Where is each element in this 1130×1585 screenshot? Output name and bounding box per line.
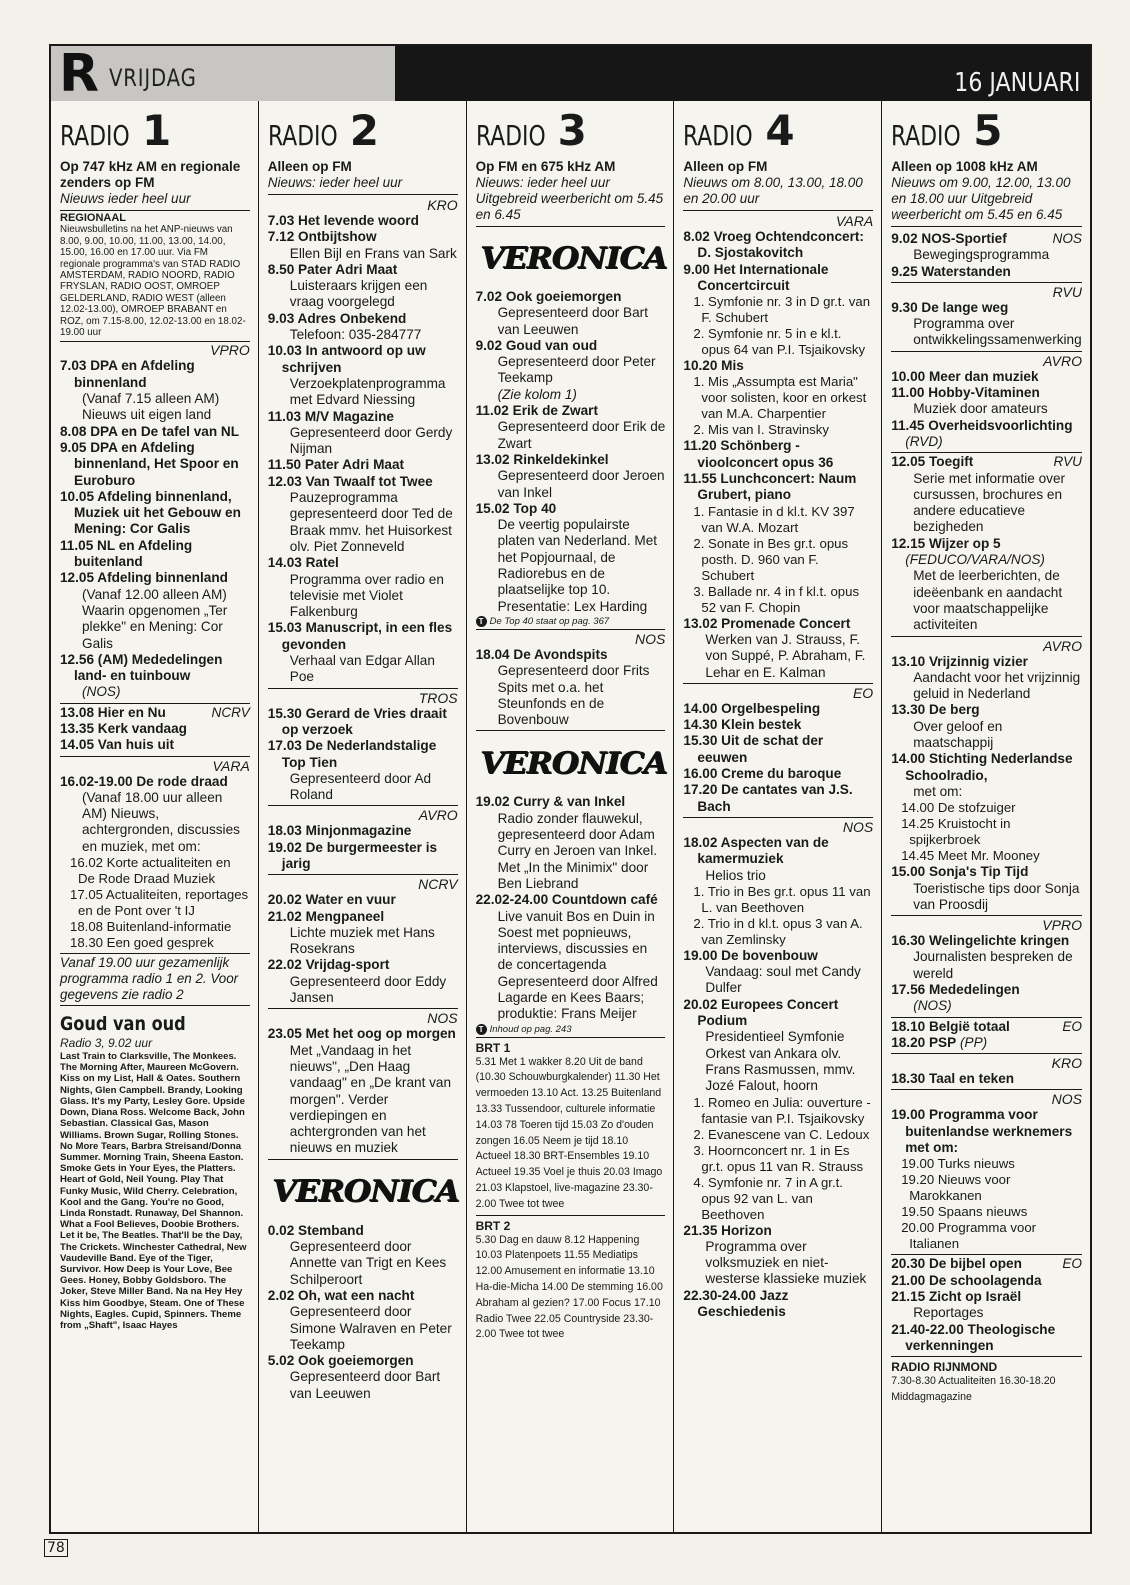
- sub-item: 4. Symfonie nr. 7 in A gr.t. opus 92 van L. van Beethoven: [693, 1174, 843, 1222]
- program-desc: (Vanaf 18.00 uur alleen AM) Nieuws, achtergronden, discussies en muziek, met om:: [82, 789, 240, 854]
- sub-item: 19.50 Spaans nieuws: [901, 1204, 1028, 1220]
- section: [891, 636, 1082, 914]
- program-item: 14.03 Ratel: [267, 555, 339, 571]
- broadcaster-label: VPRO: [210, 342, 250, 359]
- program-desc: Vandaag: soul met Candy Dulfer: [705, 964, 861, 996]
- broadcaster-label: RVU: [1053, 454, 1082, 470]
- rijnmond-schedule: 7.30-8.30 Actualiteiten 16.30-18.20 Middagmagazine: [891, 1375, 1056, 1403]
- program-item: 22.02-24.00 Countdown café: [475, 892, 658, 908]
- section: [891, 1053, 1082, 1087]
- broadcaster-label: AVRO: [1043, 637, 1082, 654]
- sub-item: 1. Mis „Assumpta est Maria" voor solisten, koor en orkest van M.A. Charpentier: [693, 374, 867, 422]
- title-word: RADIO: [475, 119, 546, 152]
- program-item: 9.02 NOS-Sportief NOS: [891, 231, 1082, 246]
- program-desc: Programma over ontwikkelingssamenwerking: [913, 316, 1082, 348]
- section: [268, 688, 458, 804]
- broadcaster-label: EO: [1062, 1018, 1082, 1034]
- program-item: 13.02 Promenade Concert: [683, 615, 851, 631]
- program-item: 21.40-22.00 Theologische verkenningen: [891, 1321, 1056, 1353]
- section: [268, 1008, 458, 1156]
- broadcaster-label: NCRV: [418, 876, 458, 893]
- program-item: 11.05 NL en Afdeling buitenland: [60, 537, 193, 570]
- section: [891, 1089, 1082, 1252]
- program-item: 13.10 Vrijzinnig vizier: [891, 653, 1028, 669]
- column-title: [60, 106, 250, 155]
- program-item: 9.30 De lange weg: [891, 299, 1009, 315]
- brt2-schedule: 5.30 Dag en dauw 8.12 Happening 10.03 Platenpoets 11.55 Mediatips 12.00 Amusement en informatie 13.10 Ha-die-Micha 14.00 De stemming 16.00 Abraham al gezien? 17.00 Focus 17.10 Radio Twee 22.05 Countryside 23.30-2.00 Twee tot twee: [475, 1233, 663, 1341]
- column-title: [475, 106, 666, 155]
- section: [891, 1017, 1082, 1052]
- sub-item: 2. Symfonie nr. 5 in e kl.t. opus 64 van P.I. Tsjaikovsky: [693, 326, 866, 358]
- program-item: 18.02 Aspecten van de kamermuziek: [683, 834, 829, 867]
- section: [891, 452, 1082, 633]
- title-word: RADIO: [60, 119, 130, 152]
- program-item: 16.30 Welingelichte kringen: [891, 933, 1070, 949]
- program-desc: (Vanaf 7.15 alleen AM) Nieuws uit eigen land: [82, 391, 220, 423]
- broadcaster-label: VARA: [212, 757, 250, 774]
- broadcaster-label: EO: [1062, 1256, 1082, 1272]
- program-item: 21.15 Zicht op Israël: [891, 1288, 1022, 1304]
- column-intro: [60, 159, 250, 211]
- program-item: 17.20 De cantates van J.S. Bach: [683, 782, 853, 814]
- sub-item: 1. Symfonie nr. 3 in D gr.t. van F. Schubert: [693, 294, 871, 326]
- program-desc: Live vanuit Bos en Duin in Soest met popnieuws, interviews, discussies en de concertagenda Gepresenteerd door Alfred Lagarde en Kees Baars; produktie: Frans Meijer: [497, 908, 658, 1022]
- program-item: 11.55 Lunchconcert: Naum Grubert, piano: [683, 471, 857, 503]
- veronica-logo: VERONICA: [271, 1174, 459, 1210]
- program-item: 21.02 Mengpaneel: [267, 908, 385, 924]
- column-radio-5: [882, 101, 1090, 1532]
- broadcaster-label: TROS: [418, 689, 458, 706]
- program-item: 18.04 De Avondspits: [475, 646, 608, 662]
- program-desc: Gepresenteerd door Eddy Jansen: [289, 973, 447, 1006]
- sub-item: 19.20 Nieuws voor Marokkanen: [901, 1172, 1011, 1204]
- program-item: 23.05 Met het oog op morgen: [267, 1026, 456, 1042]
- program-item: 22.30-24.00 Jazz Geschiedenis: [683, 1287, 789, 1319]
- program-item: 15.00 Sonja's Tip Tijd: [891, 864, 1029, 880]
- program-item: 9.25 Waterstanden: [891, 263, 1011, 279]
- program-desc: Reportages: [913, 1305, 984, 1321]
- sub-item: 16.02 Korte actualiteiten en De Rode Draad Muziek: [70, 855, 231, 887]
- program-desc: Gepresenteerd door Frits Spits met o.a. het Steunfonds en de Bovenbouw: [497, 663, 650, 728]
- sub-item: 2. Mis van I. Stravinsky: [693, 422, 829, 438]
- program-item: 13.35 Kerk vandaag: [60, 721, 187, 736]
- program-desc: Muziek door amateurs: [913, 401, 1048, 417]
- program-desc: Met „Vandaag in het nieuws", „Den Haag vandaag" en „De krant van morgen". Verder verdiepingen en achtergronden van het nieuws en muziek: [289, 1042, 452, 1156]
- program-item: 19.02 Curry & van Inkel: [475, 794, 626, 810]
- program-item: 15.30 Gerard de Vries draait op verzoek: [267, 705, 447, 737]
- title-number: 2: [349, 106, 380, 155]
- broadcaster-label: AVRO: [418, 807, 458, 824]
- program-item: 19.00 De bovenbouw: [683, 947, 818, 963]
- program-item: 7.03 DPA en Afdeling binnenland: [60, 358, 195, 390]
- program-item: 8.08 DPA en De tafel van NL: [60, 423, 240, 439]
- sub-item: 19.00 Turks nieuws: [901, 1156, 1015, 1172]
- program-item: 19.02 De burgermeester is jarig: [267, 839, 438, 871]
- program-item: 20.02 Water en vuur: [267, 892, 396, 908]
- program-desc: Serie met informatie over cursussen, brochures en andere educatieve bezigheden: [913, 470, 1066, 535]
- broadcaster-label: RVU: [1052, 283, 1082, 300]
- program-broadcaster: (NOS): [913, 998, 952, 1014]
- program-item: 7.03 Het levende woord: [267, 213, 419, 228]
- program-item: 12.03 Van Twaalf tot Twee: [267, 473, 433, 489]
- program-desc: Radio zonder flauwekul, gepresenteerd door Adam Curry en Jeroen van Inkel. Met „In the Minimix" door Ben Liebrand: [497, 810, 658, 891]
- program-item: 9.05 DPA en Afdeling binnenland, Het Spoor en Euroburo: [60, 439, 239, 488]
- sub-item: 17.05 Actualiteiten, reportages en de Pont over 't IJ: [70, 887, 249, 919]
- goud-subtitle: Radio 3, 9.02 uur: [60, 1036, 153, 1051]
- program-item: 15.03 Manuscript, in een fles gevonden: [267, 620, 453, 652]
- goud-van-oud-box: [60, 1005, 250, 1331]
- veronica-logo: VERONICA: [479, 745, 667, 781]
- sub-item: 2. Evanescene van C. Ledoux: [693, 1126, 870, 1142]
- broadcaster-label: VARA: [835, 213, 874, 229]
- program-item: 10.00 Meer dan muziek: [891, 368, 1039, 384]
- tv-guide-page: [49, 44, 1092, 1534]
- brt1-schedule: 5.31 Met 1 wakker 8.20 Uit de band (10.30 Schouwburgkalender) 11.30 Het vermoeden 13.10 Act. 13.25 Buitenland 13.33 Tussendoor, culturele informatie 14.03 78 Toeren tijd 15.03 Zo d'ouden zongen 16.05 Neem je tijd 18.10 Actueel 18.30 BRT-Ensembles 19.10 Actueel 19.35 Voel je thuis 20.03 Imago 21.03 Klapstoel, live-magazine 23.30-2.00 Twee tot twee: [475, 1055, 663, 1210]
- program-desc: Lichte muziek met Hans Rosekrans: [289, 924, 435, 957]
- title-number: 4: [765, 106, 795, 155]
- program-desc: Gepresenteerd door Peter Teekamp: [497, 354, 656, 386]
- program-item: 12.15 Wijzer op 5 (FEDUCO/VARA/NOS): [891, 535, 1045, 568]
- sub-item: 1. Fantasie in d kl.t. KV 397 van W.A. Mozart: [693, 503, 855, 535]
- column-intro: Alleen op 1008 kHz AM Nieuws om 9.00, 12.00, 13.00 en 18.00 uur Uitgebreid weerbericht om 5.45 en 6.45: [891, 159, 1082, 227]
- program-item: 17.56 Mededelingen: [891, 981, 1020, 997]
- section: [683, 683, 873, 815]
- program-item: 2.02 Oh, wat een nacht: [267, 1287, 415, 1303]
- program-item: 9.03 Adres Onbekend: [267, 310, 407, 326]
- program-item: 14.30 Klein bestek: [683, 717, 802, 733]
- program-item: 19.00 Programma voor buitenlandse werknemers met om:: [891, 1107, 1073, 1156]
- radio-columns: [51, 101, 1090, 1532]
- day-label: VRIJDAG: [109, 64, 197, 92]
- program-item: 7.02 Ook goeiemorgen: [475, 289, 622, 304]
- program-desc: Gepresenteerd door Ad Roland: [289, 770, 432, 803]
- section-letter: R: [59, 44, 100, 104]
- program-item: 10.03 In antwoord op uw schrijven: [267, 343, 426, 375]
- sub-item: 1. Romeo en Julia: ouverture - fantasie van P.I. Tsjaikovsky: [693, 1094, 871, 1126]
- broadcaster-label: EO: [852, 684, 874, 701]
- program-desc: Met de leerberichten, de ideëenbank en aandacht voor maatschappelijke activiteiten: [913, 568, 1063, 633]
- program-item: 20.30 De bijbel open EO: [891, 1256, 1082, 1272]
- program-desc: Verzoekplatenprogramma met Edvard Niessing: [289, 375, 446, 408]
- program-desc: Gepresenteerd door Annette van Trigt en Kees Schilperoort: [289, 1239, 447, 1287]
- program-item: 12.56 (AM) Mededelingen land- en tuinbouw: [60, 651, 223, 684]
- sub-item: 14.00 De stofzuiger: [901, 800, 1016, 816]
- program-item: 11.45 Overheidsvoorlichting (RVD): [891, 417, 1073, 449]
- regionaal-text: Nieuwsbulletins na het ANP-nieuws van 8.00, 9.00, 10.00, 11.00, 13.00, 14.00, 15.00, 16.00 en 17.00 uur. Via FM regionale programma's van STAD RADIO AMSTERDAM, RADIO NOORD, RADIO FRYSLAN, RADIO OOST, OMROEP GELDERLAND, RADIO WEST (alleen 12.02-13.00), OMROEP BRABANT en ROZ, om 7.15-8.00, 12.02-13.00 en 18.02-19.00 uur: [60, 224, 246, 339]
- program-item: 18.03 Minjonmagazine: [267, 823, 412, 839]
- brt2-heading: BRT 2: [476, 1215, 666, 1233]
- header-left-band: [51, 44, 395, 104]
- section: [268, 874, 458, 1006]
- program-item: 0.02 Stemband: [267, 1222, 364, 1238]
- page-reference: T De Top 40 staat op pag. 367: [476, 616, 666, 627]
- program-item: 21.00 De schoolagenda: [891, 1272, 1042, 1288]
- program-item: 11.03 M/V Magazine: [267, 408, 394, 424]
- program-item: 14.05 Van huis uit: [60, 737, 175, 753]
- column-radio-3: [467, 101, 675, 1532]
- page-number: 78: [44, 1539, 68, 1557]
- program-note: (Zie kolom 1): [497, 386, 577, 402]
- column-radio-4: [674, 101, 882, 1532]
- program-item: 16.00 Creme du baroque: [683, 766, 842, 782]
- program-item: 22.02 Vrijdag-sport: [267, 957, 390, 973]
- program-item: 9.02 Goud van oud: [475, 337, 598, 353]
- section: [891, 1254, 1082, 1354]
- program-item: 10.05 Afdeling binnenland, Muziek uit het Gebouw en Mening: Cor Galis: [60, 488, 241, 537]
- tv-badge-icon: T: [476, 616, 487, 627]
- program-item: 7.12 Ontbijtshow: [267, 229, 377, 245]
- sub-item: 20.00 Programma voor Italianen: [901, 1220, 1037, 1252]
- broadcaster-label: NOS: [842, 818, 874, 835]
- program-item: 9.00 Het Internationale Concertcircuit: [683, 261, 829, 293]
- sub-item: 3. Ballade nr. 4 in f kl.t. opus 52 van F. Chopin: [693, 583, 860, 615]
- sub-item: 14.25 Kruistocht in spijkerbroek: [901, 816, 1011, 848]
- program-item: 15.02 Top 40: [475, 500, 557, 516]
- broadcaster-label: KRO: [427, 197, 458, 213]
- program-desc: Gepresenteerd door Bart van Leeuwen: [289, 1369, 441, 1401]
- column-radio-1: [51, 101, 259, 1532]
- column-title: [267, 106, 458, 155]
- broadcaster-label: AVRO: [1043, 352, 1082, 369]
- regionaal-heading: REGIONAAL: [60, 212, 126, 224]
- program-item: 13.02 Rinkeldekinkel: [475, 451, 609, 467]
- section: [683, 817, 873, 1320]
- date-label: 16 JANUARI: [953, 68, 1080, 98]
- program-item: 11.00 Hobby-Vitaminen: [891, 385, 1040, 401]
- program-item: 18.10 België totaal EO: [891, 1018, 1082, 1034]
- program-item: 14.00 Orgelbespeling: [683, 700, 821, 716]
- intro-bold: Op 747 kHz AM en regionale zenders op FM: [60, 159, 241, 190]
- title-number: 5: [973, 106, 1003, 155]
- program-desc: Gepresenteerd door Simone Walraven en Peter Teekamp: [289, 1304, 452, 1352]
- section: [476, 730, 666, 1034]
- program-item: 18.30 Taal en teken: [891, 1071, 1015, 1087]
- program-desc: met om:: [913, 783, 963, 799]
- sub-item: 2. Sonate in Bes gr.t. opus posth. D. 960 van F. Schubert: [693, 535, 849, 583]
- section: [891, 282, 1082, 349]
- program-desc: Toeristische tips door Sonja van Proosdij: [913, 880, 1080, 912]
- broadcaster-label: NOS: [635, 630, 666, 647]
- program-item: 11.50 Pater Adri Maat: [267, 457, 405, 473]
- program-item: 18.20 PSP (PP): [891, 1034, 988, 1050]
- column-radio-2: [259, 101, 467, 1532]
- program-broadcaster: (NOS): [82, 684, 121, 700]
- title-number: 1: [142, 106, 172, 155]
- program-item: 12.05 Afdeling binnenland: [60, 570, 228, 586]
- section: [891, 351, 1082, 450]
- section: [891, 915, 1082, 1014]
- program-item: 15.30 Uit de schat der eeuwen: [683, 733, 824, 765]
- program-item: 14.00 Stichting Nederlandse Schoolradio,: [891, 751, 1073, 783]
- program-desc: De veertig populairste platen van Nederland. Met het Popjournaal, de Radiorebus en de plaatselijke top 10. Presentatie: Lex Harding: [497, 517, 658, 614]
- title-word: RADIO: [891, 119, 961, 152]
- program-item: 12.05 Toegift RVU: [891, 454, 1082, 470]
- program-desc: Bewegingsprogramma: [913, 247, 1050, 263]
- program-desc: Pauzeprogramma gepresenteerd door Ted de Braak mmv. het Huisorkest olv. Piet Zonneveld: [289, 490, 453, 554]
- program-desc: Verhaal van Edgar Allan Poe: [289, 653, 435, 685]
- program-desc: Gepresenteerd door Gerdy Nijman: [289, 424, 453, 457]
- sub-item: 18.30 Een goed gesprek: [70, 935, 214, 951]
- goud-playlist: Last Train to Clarksville, The Monkees. The Morning After, Maureen McGovern. Kiss on my List, Hall & Oates. Southern Nights, Glen Campbell. Brandy, Looking Glass. It's my Party, Lesley Gore. Upside Down, Diana Ross. Welcome Back, John Sebastian. Classical Gas, Mason Williams. Brown Sugar, Rolling Stones. No More Tears, Barbra Streisand/Donna Summer. Morning Train, Sheena Easton. Smoke Gets in Your Eyes, the Platters. Heart of Gold, Neil Young. Play That Funky Music, Wild Cherry. Celebration, Kool and the Gang. You're no Good, Linda Ronstadt. Runaway, Del Shannon. What a Fool Believes, Doobie Brothers. Let it be, The Beatles. That'll be the Day, The Crickets. Winchester Cathedral, New Vaudeville Band. Eye of the Tiger, Survivor. How Deep is Your Love, Bee Gees. Honey, Bobby Goldsboro. The Joker, Steve Miller Band. Na na Hey Hey Kiss him Goodbye, Steam. One of These Nights, Eagles. Cupid, Spinners. Theme from „Shaft", Isaac Hayes: [60, 1051, 247, 1331]
- section: [60, 756, 250, 951]
- column-intro: Alleen op FM Nieuws om 8.00, 13.00, 18.00 en 20.00 uur: [683, 159, 873, 211]
- header-right-band: [395, 46, 1090, 101]
- section: [268, 805, 458, 872]
- program-item: 8.02 Vroeg Ochtendconcert: D. Sjostakovitch: [683, 229, 864, 261]
- goud-title: Goud van oud: [60, 1013, 186, 1036]
- program-desc: Presidentieel Symfonie Orkest van Ankara olv. Frans Rasmussen, mmv. Jozé Falout, hoorn: [705, 1029, 856, 1094]
- section: [60, 703, 250, 754]
- program-desc: Gepresenteerd door Jeroen van Inkel: [497, 468, 665, 500]
- program-item: 8.50 Pater Adri Maat: [267, 261, 398, 277]
- program-desc: Gepresenteerd door Erik de Zwart: [497, 419, 666, 451]
- program-desc: Helios trio: [705, 867, 766, 883]
- program-item: 17.03 De Nederlandstalige Top Tien: [267, 738, 437, 770]
- program-item: 21.35 Horizon: [683, 1222, 772, 1238]
- program-desc: Programma over volksmuziek en niet-westerse klassieke muziek: [705, 1238, 867, 1287]
- page-reference: T Inhoud op pag. 243: [476, 1024, 666, 1035]
- program-item: 5.02 Ook goeiemorgen: [267, 1353, 414, 1369]
- section: [268, 1159, 458, 1402]
- broadcaster-label: KRO: [1051, 1055, 1082, 1072]
- title-number: 3: [557, 106, 587, 155]
- program-desc: Ellen Bijl en Frans van Sark: [289, 245, 457, 261]
- column-title: [683, 106, 873, 155]
- program-desc: Werken van J. Strauss, F. von Suppé, P. Abraham, F. Lehar en E. Kalman: [705, 631, 866, 680]
- rijnmond-heading: RADIO RIJNMOND: [891, 1356, 1082, 1374]
- program-item: 10.20 Mis: [683, 358, 744, 374]
- program-desc: Aandacht voor het vrijzinnig geluid in Nederland: [913, 669, 1081, 702]
- program-desc: Gepresenteerd door Bart van Leeuwen: [497, 305, 648, 337]
- sub-item: 18.08 Buitenland-informatie: [70, 919, 232, 935]
- column-intro: Alleen op FM Nieuws: ieder heel uur: [268, 159, 458, 195]
- broadcaster-label: NOS: [1052, 231, 1082, 246]
- broadcaster-label: NOS: [1051, 1091, 1082, 1108]
- broadcaster-label: NOS: [427, 1010, 458, 1027]
- title-word: RADIO: [267, 119, 338, 152]
- page-header: [51, 44, 1090, 104]
- program-item: 11.20 Schönberg - vioolconcert opus 36: [683, 438, 834, 470]
- program-desc: Journalisten bespreken de wereld: [913, 949, 1073, 981]
- program-desc: Over geloof en maatschappij: [913, 718, 1003, 751]
- column-title: [891, 106, 1082, 155]
- program-desc: Programma over radio en televisie met Violet Falkenburg: [289, 571, 444, 620]
- sub-item: 2. Trio in d kl.t. opus 3 van A. van Zemlinsky: [693, 915, 863, 947]
- program-item: 13.08 Hier en Nu NCRV: [60, 704, 250, 720]
- section: [476, 629, 666, 728]
- joint-program-note: Vanaf 19.00 uur gezamenlijk programma radio 1 en 2. Voor gegevens zie radio 2: [60, 953, 250, 1003]
- sub-item: 3. Hoornconcert nr. 1 in Es gr.t. opus 11 van R. Strauss: [693, 1142, 864, 1174]
- program-item: 13.30 De berg: [891, 702, 980, 718]
- brt1-heading: BRT 1: [476, 1037, 666, 1055]
- veronica-logo: VERONICA: [479, 240, 667, 276]
- program-desc: Luisteraars krijgen een vraag voorgelegd: [289, 278, 428, 310]
- intro-italic: Nieuws ieder heel uur: [60, 191, 191, 206]
- title-word: RADIO: [683, 119, 754, 152]
- program-item: 11.02 Erik de Zwart: [475, 403, 599, 419]
- program-item: 16.02-19.00 De rode draad: [60, 773, 228, 789]
- program-desc: (Vanaf 12.00 alleen AM) Waarin opgenomen „Ter plekke" en Mening: Cor Galis: [82, 586, 228, 651]
- program-item: 20.02 Europees Concert Podium: [683, 996, 839, 1029]
- tv-badge-icon: T: [476, 1024, 487, 1035]
- column-intro: Op FM en 675 kHz AM Nieuws: ieder heel uur Uitgebreid weerbericht om 5.45 en 6.45: [476, 159, 666, 227]
- regionaal-block: [60, 213, 250, 342]
- sub-item: 1. Trio in Bes gr.t. opus 11 van L. van Beethoven: [693, 883, 871, 915]
- sub-item: 14.45 Meet Mr. Mooney: [901, 848, 1040, 864]
- program-desc: Telefoon: 035-284777: [289, 327, 422, 343]
- broadcaster-label: VPRO: [1042, 917, 1082, 934]
- broadcaster-label: NCRV: [211, 704, 250, 720]
